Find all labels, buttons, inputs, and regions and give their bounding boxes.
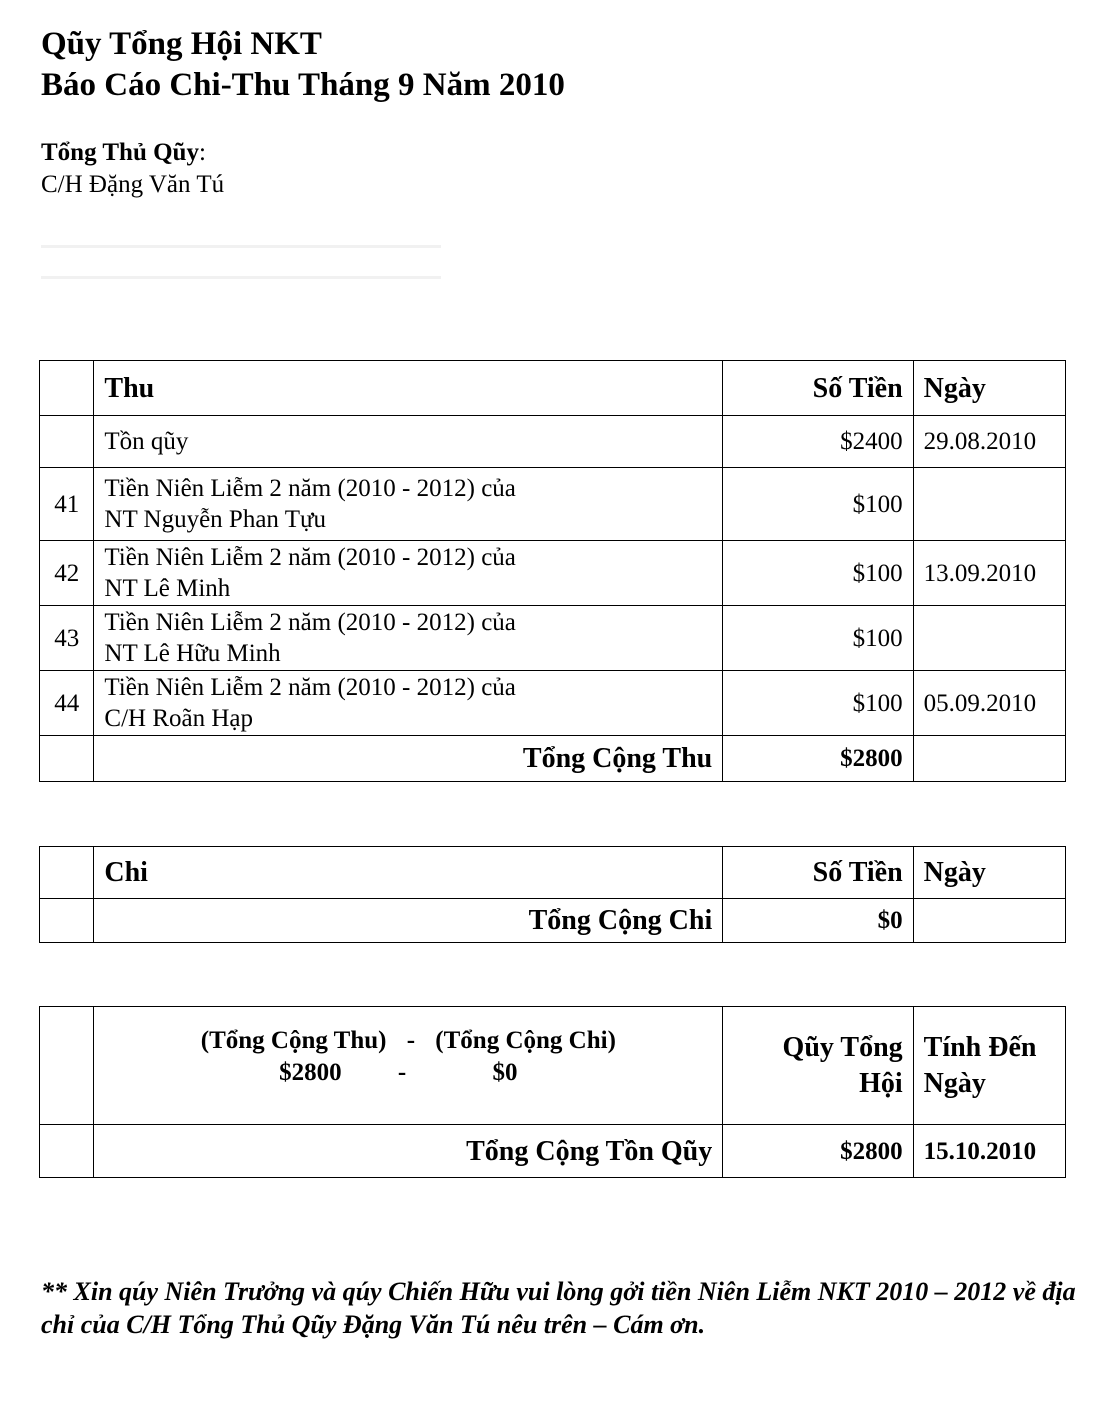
formula-expense-value: $0 [492,1058,518,1086]
expense-header-no [40,847,94,899]
row-date [913,606,1065,671]
row-desc [94,541,723,606]
expense-header-row [40,847,1066,899]
row-desc-line2: NT Lê Minh [104,575,231,602]
row-no [40,416,94,468]
table-row [40,416,1066,468]
table-row [40,468,1066,541]
expense-total-label: Tổng Cộng Chi [94,899,723,943]
balance-header-fund: Qũy Tổng Hội [723,1007,913,1125]
row-amount: $100 [723,671,913,736]
formula-income-value: $2800 [279,1058,342,1086]
redacted-address [41,245,441,305]
expense-total-no [40,899,94,943]
row-no: 44 [40,671,94,736]
table-row [40,671,1066,736]
row-date: 05.09.2010 [913,671,1065,736]
expense-header-desc: Chi [94,847,723,899]
formula-value-minus: - [397,1058,407,1086]
treasurer-label [41,138,206,168]
formula-income-label: (Tổng Cộng Thu) [200,1026,387,1054]
formula-expense-label: (Tổng Cộng Chi) [435,1026,616,1054]
row-no: 43 [40,606,94,671]
row-desc-line1: Tiền Niên Liễm 2 năm (2010 - 2012) của [104,609,516,636]
expense-total-date [913,899,1065,943]
income-total-row [40,736,1066,782]
row-desc-line2: NT Lê Hữu Minh [104,640,281,667]
balance-total-row [40,1125,1066,1178]
row-amount: $100 [723,606,913,671]
report-subtitle: Báo Cáo Chi-Thu Tháng 9 Năm 2010 [41,67,565,103]
row-desc-line1: Tiền Niên Liễm 2 năm (2010 - 2012) của [104,544,516,571]
expense-total-amount: $0 [723,899,913,943]
row-date: 13.09.2010 [913,541,1065,606]
balance-formula [94,1007,723,1125]
formula-values [84,1057,712,1089]
row-desc-line1: Tiền Niên Liễm 2 năm (2010 - 2012) của [104,674,516,701]
expense-total-row [40,899,1066,943]
income-header-amount: Số Tiền [723,361,913,416]
balance-total-amount: $2800 [723,1125,913,1178]
fund-name: Qũy Tổng Hội NKT [41,26,322,62]
row-date [913,468,1065,541]
balance-total-no [40,1125,94,1178]
row-desc-line2: NT Nguyễn Phan Tựu [104,506,327,533]
treasurer-name: C/H Đặng Văn Tú [41,171,225,198]
income-header-date: Ngày [913,361,1065,416]
row-desc: Tồn qũy [94,416,723,468]
expense-header-date: Ngày [913,847,1065,899]
income-total-amount: $2800 [723,736,913,782]
expense-header-amount: Số Tiền [723,847,913,899]
row-desc-line2: C/H Roãn Hạp [104,705,253,732]
row-desc [94,671,723,736]
footer-note: ** Xin qúy Niên Trưởng và qúy Chiến Hữu vui lòng gởi tiền Niên Liễm NKT 2010 – 2012 về địa chỉ của C/H Tổng Thủ Qũy Đặng Văn Tú nêu trên – Cám ơn. [41,1277,1076,1339]
table-row [40,541,1066,606]
income-total-label: Tổng Cộng Thu [94,736,723,782]
formula-labels [104,1025,712,1057]
row-amount: $100 [723,541,913,606]
row-amount: $2400 [723,416,913,468]
row-desc [94,468,723,541]
balance-total-date: 15.10.2010 [913,1125,1065,1178]
balance-header-row [40,1007,1066,1125]
row-desc-line1: Tiền Niên Liễm 2 năm (2010 - 2012) của [104,475,516,502]
income-header-desc: Thu [94,361,723,416]
income-total-no [40,736,94,782]
row-desc [94,606,723,671]
income-header-no [40,361,94,416]
balance-header-date: Tính Đến Ngày [913,1007,1065,1125]
treasurer-colon: : [198,139,206,166]
formula-minus: - [406,1026,416,1054]
expense-table [39,846,1066,943]
row-no: 41 [40,468,94,541]
row-amount: $100 [723,468,913,541]
report-title [41,24,565,106]
balance-total-label: Tổng Cộng Tồn Qũy [94,1125,723,1178]
income-total-date [913,736,1065,782]
row-date: 29.08.2010 [913,416,1065,468]
table-row [40,606,1066,671]
income-header-row [40,361,1066,416]
treasurer-label-text: Tổng Thủ Qũy [41,139,199,166]
income-table [39,360,1066,782]
row-no: 42 [40,541,94,606]
balance-table [39,1006,1066,1178]
